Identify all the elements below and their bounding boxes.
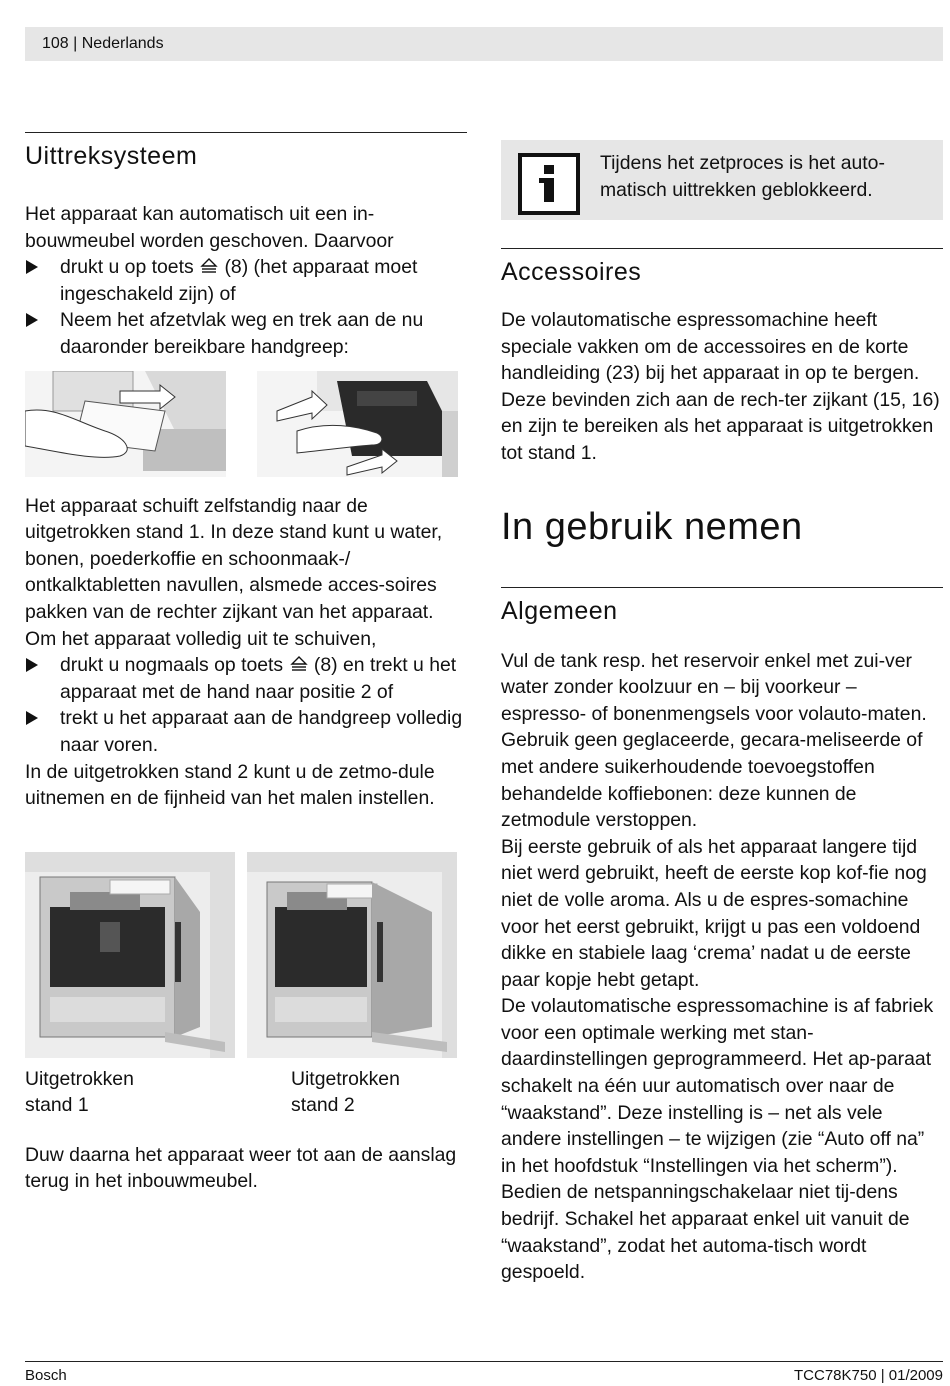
section-rule: [501, 587, 943, 588]
illustration-stand-1: [25, 852, 235, 1058]
illustration-row-handgrip: [25, 371, 467, 477]
illustration-stand-2: [247, 852, 457, 1058]
right-column: [501, 132, 943, 1286]
paragraph-algemeen-3: De volautomatische espressomachine is af fabriek voor een optimale werking met stan-daardinstellingen geprogrammeerd. Het ap-paraat schakelt na één uur automatisch over naar de “waakstand”. Deze instelling is – net als vele andere instellingen – te wijzigen (zie “Auto off na” in het hoofdstuk “Instellingen via het scherm”).: [501, 995, 934, 1177]
illustration-remove-tray: [25, 371, 226, 477]
footer-brand: Bosch: [25, 1367, 67, 1384]
paragraph-stand-2: In de uitgetrokken stand 2 kunt u de zetmo-dule uitnemen en de fijnheid van het malen instellen.: [25, 760, 435, 810]
bullet-arrow-icon: [26, 313, 38, 327]
paragraph-fully-extend: Om het apparaat volledig uit te schuiven,: [25, 627, 377, 650]
bullet-item-1: [25, 254, 467, 307]
bullet-arrow-icon: [26, 658, 38, 672]
bullet-text: drukt u nogmaals op toets: [60, 654, 284, 677]
bullet-item-2: [25, 307, 467, 360]
left-column: [25, 132, 467, 1195]
paragraph-stand-1: Het apparaat schuift zelfstandig naar de uitgetrokken stand 1. In deze stand kunt u water, bonen, poederkoffie en schoonmaak-/ ontkalktabletten navullen, alsmede acces-soires pakken van de rechter zijkant van het apparaat.: [25, 494, 443, 623]
info-text: Tijdens het zetproces is het auto-matisch uittrekken geblokkeerd.: [600, 152, 885, 201]
page-footer: [25, 1361, 943, 1384]
bullet-text: trekt u het apparaat aan de handgreep volledig naar voren.: [60, 707, 463, 756]
bullet-text: drukt u op toets: [60, 256, 194, 279]
paragraph-algemeen-1: Vul de tank resp. het reservoir enkel met zui-ver water zonder koolzuur en – bij voorkeur – espresso- of bonenmengsels voor volauto-maten. Gebruik geen geglaceerde, gecara-meliseerde of met andere suikerhoudende toevoegstoffen behandelde koffiebonen: deze kunnen de zetmodule verstoppen.: [501, 649, 927, 832]
section-rule: [501, 248, 943, 249]
paragraph-push-back: Duw daarna het apparaat weer tot aan de aanslag terug in het inbouwmeubel.: [25, 1143, 457, 1193]
bullet-text: (8) (het apparaat moet ingeschakeld zijn) of: [60, 256, 418, 305]
caption-row: [25, 1066, 467, 1122]
page-header: [25, 27, 943, 61]
caption-stand-1: Uitgetrokken stand 1: [25, 1067, 134, 1117]
eject-key-icon: [199, 256, 219, 276]
info-box: [501, 140, 943, 220]
bullet-item-4: [25, 705, 467, 758]
heading-accessoires: Accessoires: [501, 258, 642, 286]
bullet-arrow-icon: [26, 711, 38, 725]
bullet-text: Neem het afzetvlak weg en trek aan de nu daaronder bereikbare handgreep:: [60, 309, 424, 358]
bullet-item-3: [25, 652, 467, 705]
eject-key-icon: [289, 654, 309, 674]
illustration-row-stands: [25, 852, 467, 1058]
paragraph-algemeen-2: Bij eerste gebruik of als het apparaat langere tijd niet werd gebruikt, heeft de eerste kop kof-fie nog niet de volle aroma. Als u de espres-somachine voor het eerst gebruikt, krijgt u pas een voldoend dikke en stabiele laag ‘crema’ nadat u de eerste paar kopje hebt getapt.: [501, 835, 927, 991]
footer-model: TCC78K750 | 01/2009: [794, 1367, 943, 1384]
paragraph-accessoires: De volautomatische espressomachine heeft speciale vakken om de accessoires en de korte handleiding (23) bij het apparaat in op te bergen. Deze bevinden zich aan de rech-ter zijkant (15, 16) en zijn te bereiken als het apparaat is uitgetrokken tot stand 1.: [501, 309, 940, 464]
heading-algemeen: Algemeen: [501, 596, 618, 625]
heading-uittreksysteem: Uittreksysteem: [25, 142, 198, 170]
paragraph-algemeen-4: Bedien de netspanningschakelaar niet tij-dens bedrijf. Schakel het apparaat enkel uit vanuit de “waakstand”, zodat het automa-tisch wordt gespoeld.: [501, 1181, 910, 1284]
paragraph-intro: Het apparaat kan automatisch uit een in-bouwmeubel worden geschoven. Daarvoor: [25, 203, 394, 252]
caption-stand-2: Uitgetrokken stand 2: [291, 1067, 400, 1117]
chapter-title: In gebruik nemen: [501, 505, 803, 548]
info-icon: [518, 153, 580, 215]
section-rule: [25, 132, 467, 133]
bullet-arrow-icon: [26, 260, 38, 274]
bullet-text: (8) en trekt u het apparaat met de hand naar positie 2 of: [60, 654, 457, 703]
page-label: 108 | Nederlands: [42, 35, 164, 52]
illustration-pull-handle: [257, 371, 458, 477]
